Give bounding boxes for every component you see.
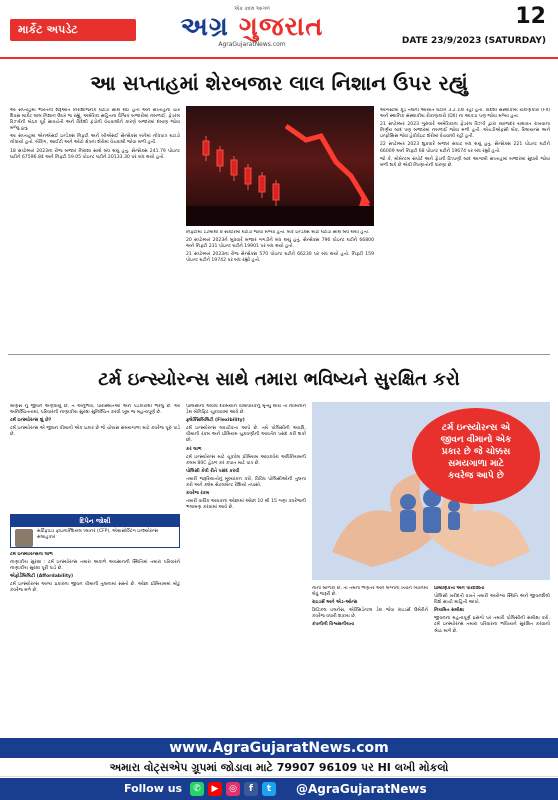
paragraph: આ સપ્તાહમાં એનએસઈ ઇન્ડેક્સ નિફ્ટી અને બીએસઈ સેન્સેક્સ બંનેમાં નોંધપાત્ર ઘટાડો નોંધાયો હતો. બેંકિંગ, આઈટી અને ઓટો ક્ષેત્રના શેરોમાં વેચવાલી જોવા મળી હતી. xyxy=(10,134,180,146)
callout-line: પ્રકાર છે જે ચોક્કસ xyxy=(441,447,511,457)
whatsapp-icon[interactable]: ✆ xyxy=(190,782,204,796)
paragraph: ટર્મ ઇન્સ્યોરન્સ માટે ચૂકવેલ પ્રીમિયમ આવકવેરા અધિનિયમની કલમ 80C હેઠળ કર કપાત માટે પાત્ર છે. xyxy=(186,454,306,466)
story2-column-5 xyxy=(434,586,550,734)
paragraph: જો કે, મોમેન્ટમ સપોર્ટ અને ફેડની ટિપ્પણી બાદ આગામી સપ્તાહમાં બજારમાં સુધારો જોવા મળી શકે છે એવી નિષ્ણાતોની ધારણા છે. xyxy=(380,156,550,168)
subheading: કંપનીની વિશ્વસનીયતા xyxy=(312,622,355,628)
subheading: પ્રામાણિકતા અને પારદર્શિતા xyxy=(434,586,485,591)
story1-headline: આ સપ્તાહમાં શેરબજાર લાલ નિશાન ઉપર રહ્યું xyxy=(90,71,468,95)
paragraph: ટર્મ ઇન્સ્યોરન્સ અન્ય પ્રકારના જીવન વીમાની તુલનામાં સસ્તો છે. ઓછા પ્રીમિયમમાં મોટું કવરેજ મળે છે. xyxy=(10,582,180,594)
definition-callout xyxy=(412,408,540,504)
subheading: ફ્લેક્સિબિલિટી (Flexibility) xyxy=(186,418,245,424)
paragraph: 20 સપ્ટેમ્બર 2023ને બુધવારે બજાર ગગડીને બંધ થયું હતું. સેન્સેક્સ 796 પોઇન્ટ ઘટીને 66800 અને નિફ્ટી 231 પોઇન્ટ ઘટીને 19901 પર બંધ થયો હતો. xyxy=(186,238,374,250)
subheading: રાઇડર્સ અને એડ-ઓન્સ xyxy=(312,600,358,606)
instagram-icon[interactable]: ◎ xyxy=(226,782,240,796)
story2-headline: ટર્મ ઇન્સ્યોરન્સ સાથે તમારા ભવિષ્યને સુરક્ષિત કરો xyxy=(98,369,460,390)
logo-url: AgraGujaratNews.com xyxy=(218,41,286,48)
paragraph: 21 સપ્ટેમ્બર 2023ના રોજ સેન્સેક્સ 570 પોઇન્ટ ઘટીને 66230 પર બંધ થયો હતો. નિફ્ટી 159 પોઇન્ટ ઘટીને 19742 પર બંધ રહ્યો હતો. xyxy=(186,252,374,264)
story2-column-1 xyxy=(10,404,180,512)
story-divider xyxy=(8,354,550,355)
website-link[interactable]: www.AgraGujaratNews.com xyxy=(0,738,558,758)
paragraph: નાણાકીય સુરક્ષા : ટર્મ ઇન્સ્યોરન્સ તમારા અકાળે અવસાનની સ્થિતિમાં તમારા પરિવારને નાણાકીય સુરક્ષા પૂરી પાડે છે. xyxy=(10,560,180,572)
paragraph: ટર્મ ઇન્સ્યોરન્સ લવચીકતા આપે છે. તમે પોલિસીની અવધિ, વીમાની રકમ અને પ્રીમિયમ ચુકવણીની આવર્તન પસંદ કરી શકો છો. xyxy=(186,426,306,444)
paragraph: પોલિસી ખરીદતી વખતે તમારી આરોગ્ય સ્થિતિ અને જીવનશૈલી વિશે સાચી માહિતી આપો. xyxy=(434,594,550,606)
subheading: ટર્મ ઇન્સ્યોરન્સના લાભ xyxy=(10,552,53,557)
stock-chart-photo xyxy=(186,106,374,226)
paragraph: માણસ નું જીવન અણધાર્યું છે. તે અનુભવો, પરિસ્થિતિઓ અને પડકારોથી ભરેલું છે. આ અનિશ્ચિતતામાં, પરિવારની નાણાકીય સુરક્ષા સુનિશ્ચિત કરવી ખૂબ જ મહત્વપૂર્ણ છે. xyxy=(10,404,180,416)
subheading: ટર્મ ઇન્સ્યોરન્સ શું છે? xyxy=(10,418,52,424)
issue-date: DATE 23/9/2023 (SATURDAY) xyxy=(401,36,546,46)
callout-line: ટર્મ ઇન્સ્યોરન્સ એ xyxy=(441,423,511,433)
paragraph: ઓગસ્ટમાં ક્રૂડ તેલની આયાત ઘટીને 3.2 ટકા રહી હતી. વિદેશી સંસ્થાકીય રોકાણકારો (FII) અને સ્થાનિક સંસ્થાકીય રોકાણકારો (DII) ના આંકડા પણ જોવા મળ્યા હતા. xyxy=(380,108,550,120)
section-tag: માર્કેટ અપડેટ xyxy=(10,19,136,41)
callout-line: જીવન વીમાનો એક xyxy=(440,435,512,445)
logo-tagline: એક કદમ આગળ xyxy=(234,6,270,12)
story2-column-4 xyxy=(312,586,428,734)
social-handle[interactable]: @AgraGujaratNews xyxy=(296,782,427,796)
author-photo xyxy=(15,529,33,547)
logo-main: અગ્ર xyxy=(180,12,229,42)
logo[interactable] xyxy=(152,6,352,52)
logo-wordmark xyxy=(152,13,352,41)
paragraph: ટર્મ ઇન્સ્યોરન્સ એ જીવન વીમાનો એક પ્રકાર છે જે ચોક્કસ સમયગાળા માટે કવરેજ પૂરું પાડે છે. xyxy=(10,426,180,438)
facebook-icon[interactable]: f xyxy=(244,782,258,796)
logo-accent: ગુજરાત xyxy=(238,12,324,42)
subheading: પોલિસી કેવી રીતે પસંદ કરવી xyxy=(186,468,240,474)
paragraph: 18 સપ્ટેમ્બર 2023ના રોજ બજાર નિરાશા સાથે બંધ થયું હતું. સેન્સેક્સ 241.79 પોઇન્ટ ઘટીને 67596.84 અને નિફ્ટી 59.05 પોઇન્ટ ઘટીને 20133.30 પર બંધ થયો હતો. xyxy=(10,148,180,160)
paragraph: 21 સપ્ટેમ્બર 2023 ગુરુવારે અમેરિકાના ફેડરલ રિઝર્વ દ્વારા વ્યાજદર યથાવત રાખવાના નિર્ણય બાદ પણ બજારમાં નબળાઈ જોવા મળી હતી. એચડીએફસી બેંક, રિલાયન્સ અને ઇન્ફોસિસ જેવા હેવીવેઇટ શેરોમાં વેચવાલી રહી હતી. xyxy=(380,122,550,140)
subheading: નિયમિત સમીક્ષા xyxy=(434,608,464,614)
story2-column-2 xyxy=(10,552,180,734)
callout-line: કવરેજ આપે છે xyxy=(448,471,504,481)
paragraph: તમારી જરૂરિયાતોનું મૂલ્યાંકન કરો, વિવિધ પોલિસીઓની તુલના કરો અને ક્લેમ સેટલમેન્ટ રેશિયો તપાસો. xyxy=(186,476,306,489)
subheading: એફોર્ડેબિલિટી (Affordability) xyxy=(10,574,74,580)
paragraph: જીવનના મહત્વપૂર્ણ પ્રસંગો પર તમારી પોલિસીની સમીક્ષા કરો. ટર્મ ઇન્સ્યોરન્સ તમારા પરિવારના ભવિષ્યને સુરક્ષિત કરવાનો શ્રેષ્ઠ માર્ગ છે. xyxy=(434,616,550,634)
paragraph: નાના બાળકો છે, તો તેમના ભણતર અને લગ્નના ખર્ચને ધ્યાનમાં લેવું જરૂરી છે. xyxy=(312,586,428,598)
falling-chart-graphic xyxy=(186,106,374,226)
story1-column-1 xyxy=(10,108,180,348)
author-box xyxy=(10,514,180,548)
paragraph: નિફ્ટીમાં 12માંથી 8 સેક્ટરમાં ઘટાડો જોવા મળ્યો હતો. બેંક ઇન્ડેક્સ મોટા ઘટાડા સાથે બંધ થયો હતો. xyxy=(186,230,370,235)
page-number: 12 xyxy=(515,4,546,29)
author-role: સર્ટિફાઇડ ફાઇનાન્શિયલ પ્લાનર (CFP), એગ્રાસોલ્ટિંગ ઇન્શ્યોરન્સ સલાહકાર xyxy=(37,529,159,540)
social-bar xyxy=(0,778,558,800)
callout-line: સમયગાળા માટે xyxy=(448,459,504,469)
follow-label: Follow us xyxy=(124,782,183,795)
masthead xyxy=(0,0,558,56)
story1-column-3 xyxy=(380,108,550,348)
story1-column-2 xyxy=(186,230,374,348)
paragraph: પોલિસીની અવધિ દરમિયાન વીમાધારકનું મૃત્યુ થાય તો નોમિનીને ડેથ બેનિફિટ ચૂકવવામાં આવે છે. xyxy=(186,404,306,416)
story2-column-3 xyxy=(186,404,306,734)
twitter-icon[interactable]: t xyxy=(262,782,276,796)
whatsapp-banner: અમારા વોટ્સએપ ગ્રૂપમાં જોડાવા માટે 79907 96109 પર HI લખી મોકલો xyxy=(0,758,558,777)
author-name: દિપેન જોશી xyxy=(11,515,179,527)
youtube-icon[interactable]: ▶ xyxy=(208,782,222,796)
subheading: કર લાભ xyxy=(186,446,202,452)
subheading: કવરેજ રકમ xyxy=(186,491,210,497)
paragraph: આ સપ્તાહમાં ભારતની શરૂઆત નિરાશાજનક ઘટાડા સાથે થઈ હતી અને સપ્તાહના ચાર દિવસ માર્કેટ લાલ નિશાન ઉપર જ રહ્યું. અમેરિકા સહિતના વૈશ્વિક બજારોમાં નબળાઈ, ફેડરલ રિઝર્વની બેઠક પૂર્વે સાવચેતી અને વિદેશી ફંડોની વેચવાલીને કારણે બજારમાં દબાણ જોવા મળ્યું હતું. xyxy=(10,108,180,132)
paragraph: તમારી વાર્ષિક આવકના ઓછામાં ઓછા 10 થી 15 ગણા કવરેજની ભલામણ કરવામાં આવે છે. xyxy=(186,499,306,511)
paragraph: 22 સપ્ટેમ્બર 2023 શુક્રવારે બજાર સપાટ બંધ થયું હતું. સેન્સેક્સ 221 પોઇન્ટ ઘટીને 66009 અને નિફ્ટી 68 પોઇન્ટ ઘટીને 19674 પર બંધ રહ્યો હતો. xyxy=(380,142,550,154)
header-rule xyxy=(0,57,558,59)
paragraph: ક્રિટિકલ ઇલનેસ, એક્સિડેન્ટલ ડેથ જેવા રાઇડર્સ ઉમેરીને કવરેજ વધારી શકાય છે. xyxy=(312,608,428,620)
